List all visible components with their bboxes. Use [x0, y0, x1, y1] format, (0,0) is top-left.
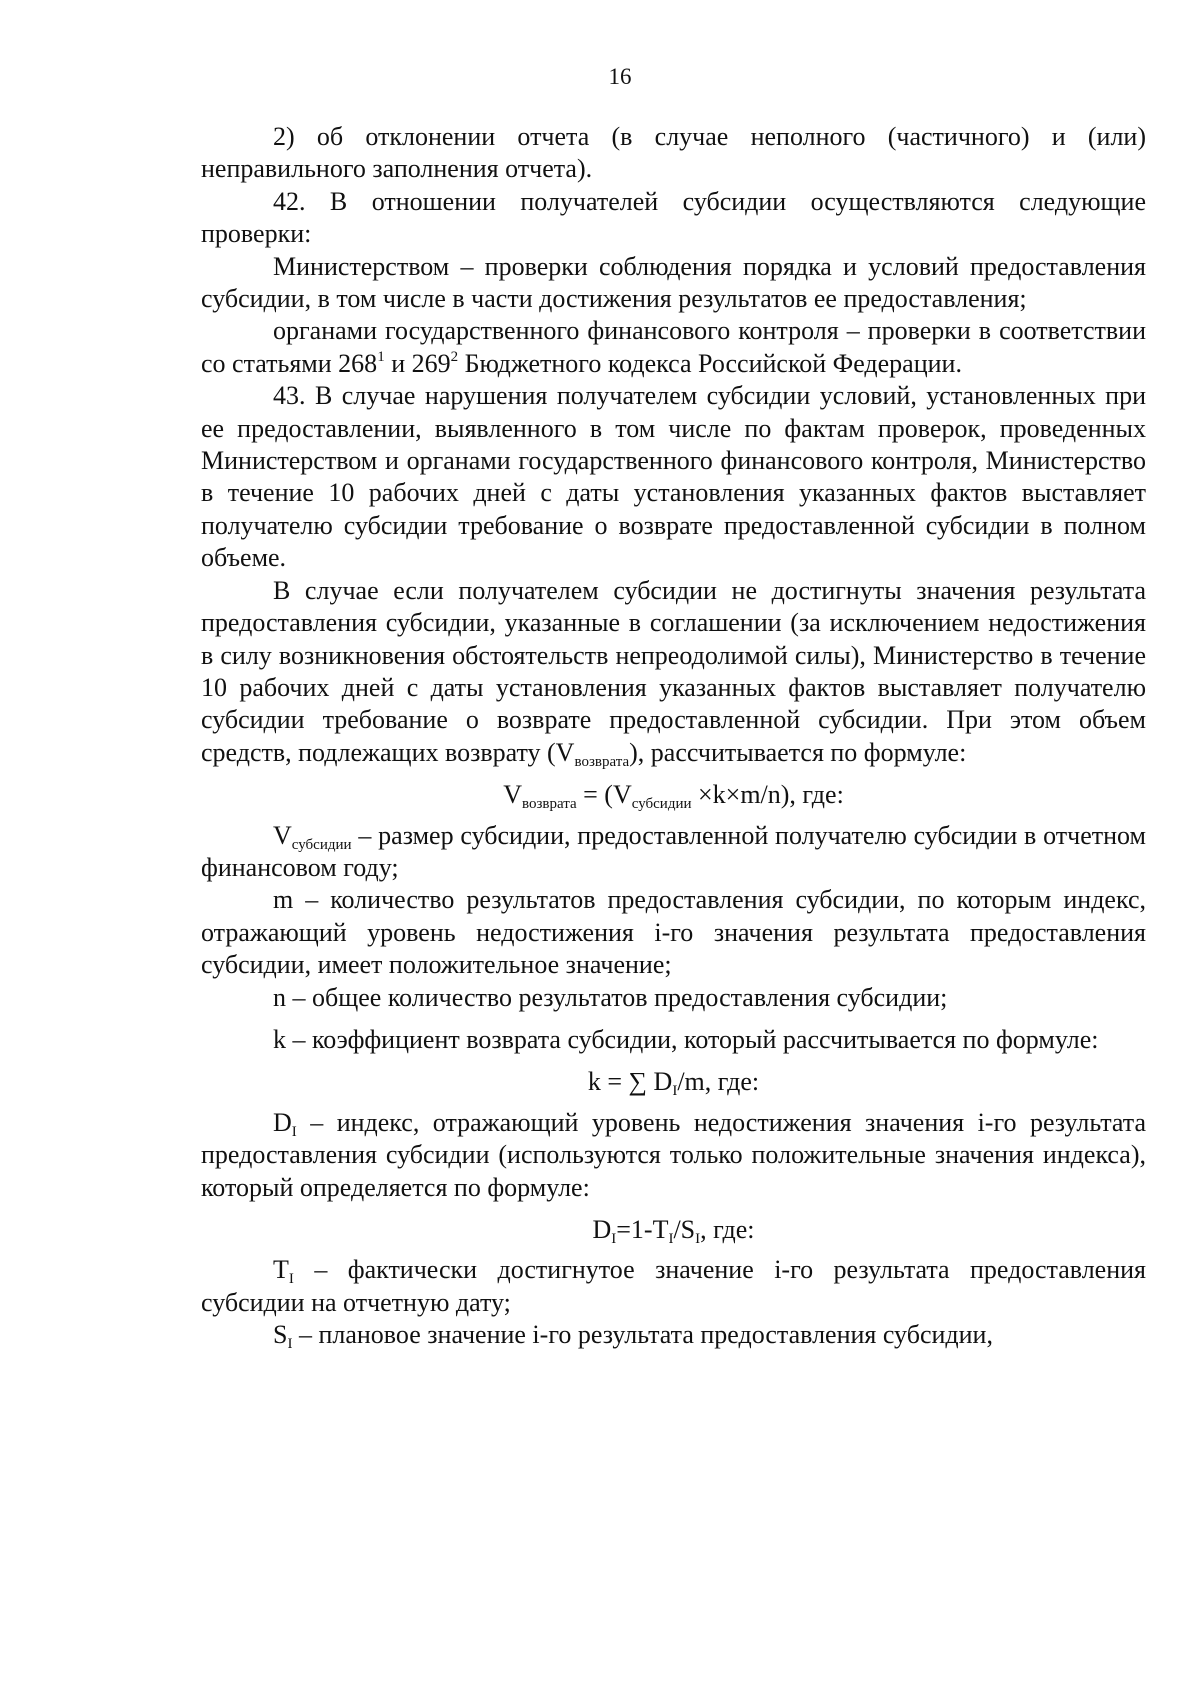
subscript: I: [695, 1231, 701, 1247]
subscript: I: [672, 1083, 678, 1100]
text-segment: ), рассчитывается по формуле:: [629, 737, 967, 767]
subscript: субсидии: [631, 796, 692, 813]
text-segment: k = ∑ D: [587, 1067, 673, 1097]
text-segment: и 269: [384, 348, 451, 378]
text-segment: Бюджетного кодекса Российской Федерации.: [458, 348, 962, 378]
subscript: I: [668, 1231, 674, 1247]
text-segment: органами государственного финансового контроля – проверки в соответствии со статьями 268: [201, 316, 1146, 378]
subscript: I: [291, 1123, 297, 1140]
text-segment: /m, где:: [677, 1067, 760, 1097]
paragraph-42-checks: 42. В отношении получателей субсидии осуществляются следующие проверки:: [201, 186, 1146, 249]
definition-m: m – количество результатов предоставления субсидии, по которым индекс, отражающий уровень недостижения i-го значения результата предоставления субсидии, имеет положительное значение;: [201, 885, 1146, 980]
text-segment: /S: [673, 1215, 696, 1244]
paragraph-ministry-checks: Министерством – проверки соблюдения порядка и условий предоставления субсидии, в том числе в части достижения результатов ее предоставления;: [201, 251, 1146, 314]
subscript: I: [287, 1336, 293, 1353]
text-segment: =1-T: [616, 1215, 669, 1244]
superscript: 1: [377, 348, 385, 365]
text-segment: V: [273, 820, 292, 850]
text-segment: D: [273, 1107, 292, 1137]
text-segment: – плановое значение i-го результата предоставления субсидии,: [292, 1320, 993, 1350]
text-segment: = (V: [576, 780, 632, 810]
page-number: 16: [608, 64, 632, 89]
superscript: 2: [450, 348, 459, 365]
definition-d: [201, 1107, 1146, 1204]
paragraph-result-not-achieved: [201, 575, 1146, 769]
text-segment: В случае если получателем субсидии не достигнуты значения результата предоставления субсидии, указанные в соглашении (за исключением недостижения в силу возникновения обстоятельств непреодолимой силы), Министерство в течение 10 рабочих дней с даты установления указанных фактов выставляет получателю субсидии требование о возврате предоставленной субсидии. При этом объем средств, подлежащих возврату (V: [201, 575, 1146, 767]
text-segment: V: [503, 780, 522, 810]
paragraph-state-control-checks: [201, 315, 1146, 380]
formula-d: [201, 1214, 1146, 1246]
formula-return-volume: [201, 779, 1146, 811]
text-segment: S: [273, 1320, 288, 1350]
text-segment: – фактически достигнутое значение i-го результата предоставления субсидии на отчетную дату;: [201, 1255, 1146, 1317]
text-segment: , где:: [700, 1215, 755, 1244]
paragraph-deviation-report: 2) об отклонении отчета (в случае неполного (частичного) и (или) неправильного заполнения отчета).: [201, 122, 1146, 184]
text-segment: D: [592, 1215, 612, 1244]
subscript: субсидии: [291, 836, 352, 853]
definition-s: [201, 1319, 1146, 1351]
text-segment: – индекс, отражающий уровень недостижения значения i-го результата предоставления субсидии (используются только положительные значения индекса), который определяется по формуле:: [201, 1107, 1146, 1202]
text-segment: T: [273, 1255, 289, 1285]
paragraph-43-violation: 43. В случае нарушения получателем субсидии условий, установленных при ее предоставлении, выявленного в том числе по фактам проверок, проведенных Министерством и органами государственного финансового контроля, Министерство в течение 10 рабочих дней с даты установления указанных фактов выставляет получателю субсидии требование о возврате предоставленной субсидии в полном объеме.: [201, 381, 1146, 573]
text-segment: – размер субсидии, предоставленной получателю субсидии в отчетном финансовом году;: [201, 820, 1146, 882]
definition-k: k – коэффициент возврата субсидии, который рассчитывается по формуле:: [273, 1024, 1099, 1054]
formula-k: [201, 1066, 1146, 1098]
subscript: возврата: [574, 753, 630, 770]
document-body: [201, 121, 1146, 1352]
subscript: I: [288, 1271, 294, 1288]
definition-n: n – общее количество результатов предоставления субсидии;: [273, 982, 948, 1012]
subscript: I: [611, 1231, 617, 1247]
subscript: возврата: [521, 796, 577, 813]
text-segment: ×k×m/n), где:: [691, 780, 844, 810]
definition-t: [201, 1254, 1146, 1319]
definition-v-subsidy: [201, 820, 1146, 885]
